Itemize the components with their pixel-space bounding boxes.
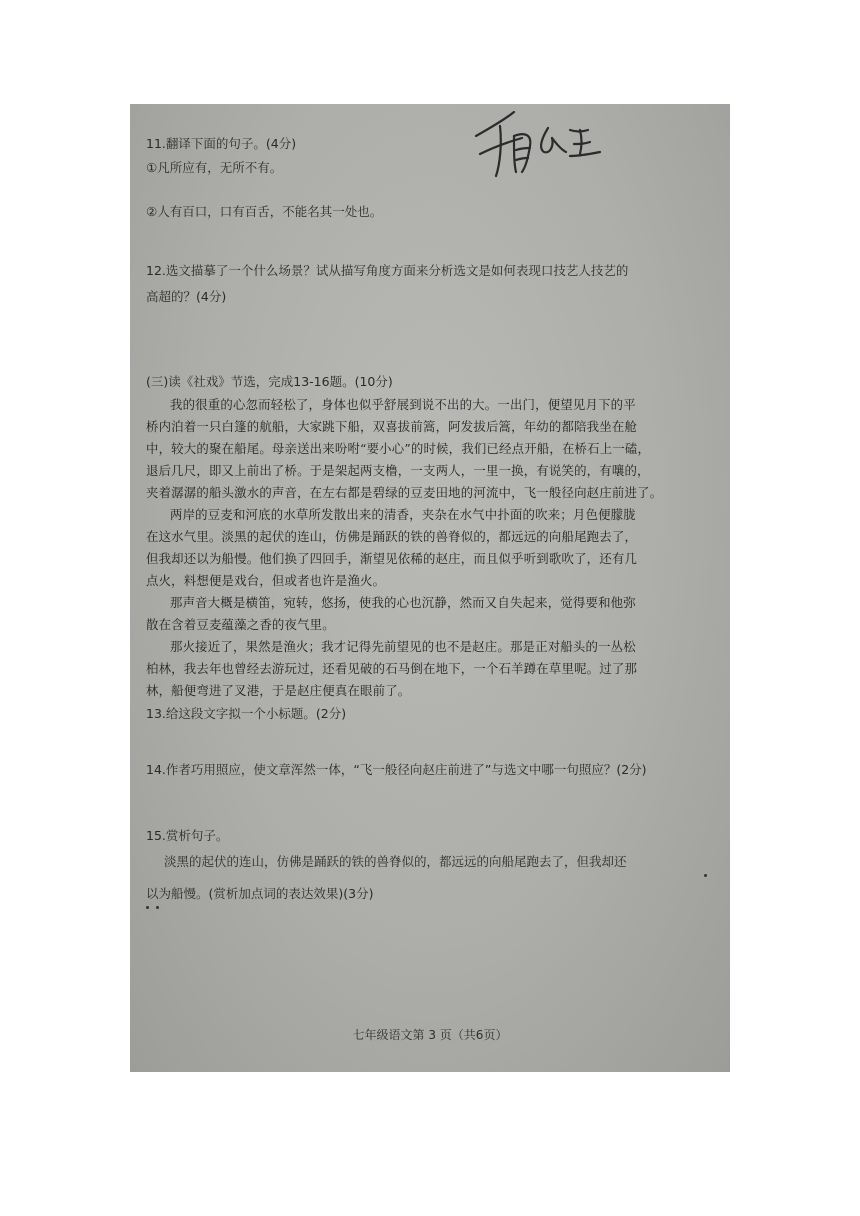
scanned-exam-page <box>130 104 730 1072</box>
passage-line: 我的很重的心忽而轻松了，身体也似乎舒展到说不出的大。一出门，便望见月下的平 <box>170 397 636 412</box>
emphasis-dot <box>146 906 149 909</box>
q14: 14.作者巧用照应，使文章浑然一体，“飞一般径向赵庄前进了”与选文中哪一句照应？(2分) <box>146 762 647 777</box>
q13: 13.给这段文字拟一个小标题。(2分) <box>146 706 347 721</box>
passage-line: 中，较大的聚在船尾。母亲送出来吩咐“要小心”的时候，我们已经点开船，在桥石上一磕， <box>146 441 651 456</box>
passage-line: 点火，料想便是戏台，但或者也许是渔火。 <box>146 573 386 588</box>
passage-line: 林，船便弯进了叉港，于是赵庄便真在眼前了。 <box>146 683 411 698</box>
passage-line: 在这水气里。淡黑的起伏的连山，仿佛是踊跃的铁的兽脊似的，都远远的向船尾跑去了， <box>146 529 638 544</box>
passage-line: 但我却还以为船慢。他们换了四回手，渐望见依稀的赵庄，而且似乎听到歌吹了，还有几 <box>146 551 638 566</box>
passage-line: 退后几尺，即又上前出了桥。于是架起两支橹，一支两人，一里一换，有说笑的，有嚷的， <box>146 463 650 478</box>
passage-line: 散在含着豆麦蕴藻之香的夜气里。 <box>146 617 335 632</box>
q15-line-2: 以为船慢。(赏析加点词的表达效果)(3分) <box>146 886 374 901</box>
q11-sentence-1: ①凡所应有，无所不有。 <box>146 160 283 175</box>
passage-line: 柏林，我去年也曾经去游玩过，还看见破的石马倒在地下，一个石羊蹲在草里呢。过了那 <box>146 661 638 676</box>
q15-title: 15.赏析句子。 <box>146 828 229 843</box>
q12-line-1: 12.选文描摹了一个什么场景？试从描写角度方面来分析选文是如何表现口技艺人技艺的 <box>146 263 629 278</box>
section-3-heading: (三)读《社戏》节选，完成13-16题。(10分) <box>146 374 393 389</box>
passage-line: 两岸的豆麦和河底的水草所发散出来的清香，夹杂在水气中扑面的吹来；月色便朦胧 <box>170 507 636 522</box>
passage-line: 那声音大概是横笛，宛转，悠扬，使我的心也沉静，然而又自失起来，觉得要和他弥 <box>170 595 636 610</box>
q12-line-2: 高超的？(4分) <box>146 289 227 304</box>
page-footer: 七年级语文第 3 页（共6页） <box>352 1028 508 1042</box>
emphasis-dot <box>156 906 159 909</box>
passage-line: 那火接近了，果然是渔火；我才记得先前望见的也不是赵庄。那是正对船头的一丛松 <box>170 639 636 654</box>
passage-line: 桥内泊着一只白篷的航船，大家跳下船，双喜拔前篙，阿发拔后篙，年幼的都陪我坐在舱 <box>146 419 638 434</box>
q11-title: 11.翻译下面的句子。(4分) <box>146 136 297 151</box>
q15-line-1: 淡黑的起伏的连山，仿佛是踊跃的铁的兽脊似的，都远远的向船尾跑去了，但我却还 <box>164 854 627 869</box>
q11-sentence-2: ②人有百口，口有百舌，不能名其一处也。 <box>146 204 383 219</box>
passage-line: 夹着潺潺的船头激水的声音，在左右都是碧绿的豆麦田地的河流中，飞一般径向赵庄前进了。 <box>146 485 663 500</box>
emphasis-dot <box>704 874 707 877</box>
